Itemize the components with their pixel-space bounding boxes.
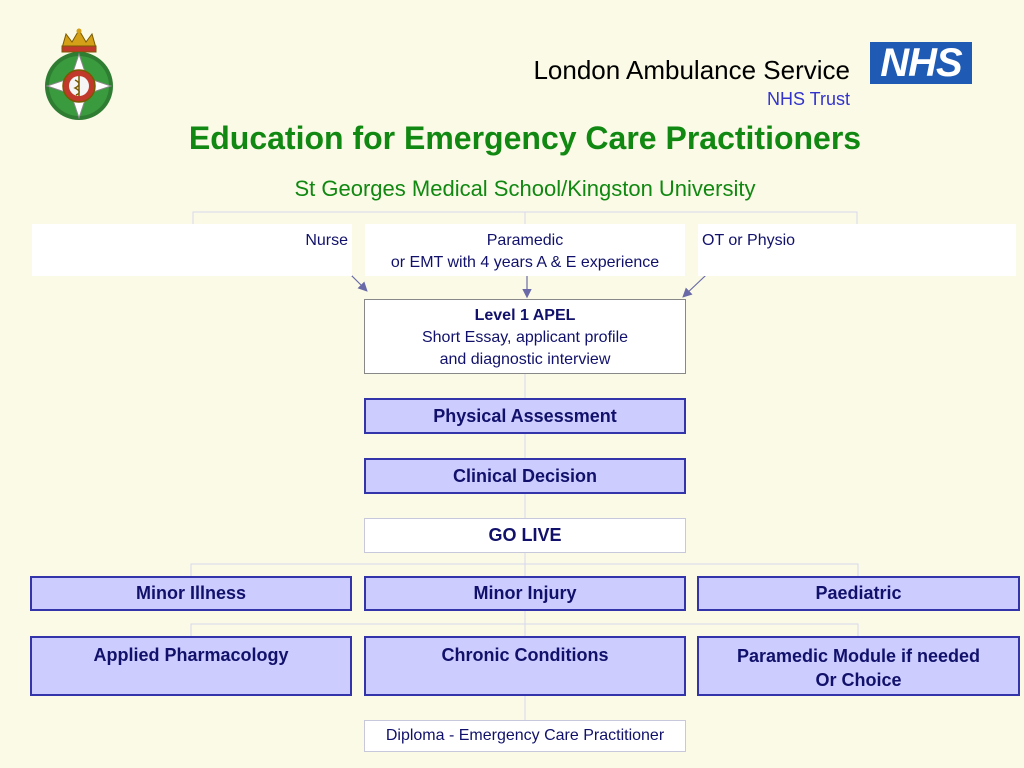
apel-line1: Short Essay, applicant profile [421,329,629,346]
go-live-box [364,518,686,553]
minor-illness-label: Minor Illness [135,583,247,603]
source-ot-physio-label: OT or Physio [702,232,796,249]
physical-assessment-box [364,398,686,434]
source-paramedic-line1: Paramedic [486,232,564,249]
page-subtitle: St Georges Medical School/Kingston University [294,176,756,201]
apel-box [364,299,686,374]
minor-injury-box [364,576,686,611]
clinical-decision-label: Clinical Decision [452,466,598,486]
org-name: London Ambulance Service [533,55,850,85]
applied-pharmacology-label: Applied Pharmacology [93,645,289,665]
source-nurse-label: Nurse [305,232,348,249]
paediatric-label: Paediatric [815,583,902,603]
chronic-conditions-label: Chronic Conditions [441,645,609,665]
diploma-label: Diploma - Emergency Care Practitioner [385,727,665,744]
source-ot-physio [698,224,1016,276]
source-paramedic [365,224,685,276]
page-title: Education for Emergency Care Practitioners [188,120,862,156]
apel-line2: and diagnostic interview [439,351,611,368]
paramedic-module-box [697,636,1020,696]
source-nurse [32,224,352,276]
diploma-box [364,720,686,752]
chronic-conditions-box [364,636,686,696]
clinical-decision-box [364,458,686,494]
go-live-label: GO LIVE [488,525,562,545]
source-paramedic-line2: or EMT with 4 years A & E experience [390,254,660,271]
org-subtitle: NHS Trust [766,89,850,109]
nhs-logo: NHS [870,42,972,84]
minor-injury-label: Minor Injury [473,583,577,603]
paramedic-module-line2: Or Choice [815,670,902,690]
paramedic-module-line1: Paramedic Module if needed [736,646,981,666]
paediatric-box [697,576,1020,611]
applied-pharmacology-box [30,636,352,696]
minor-illness-box [30,576,352,611]
apel-title: Level 1 APEL [474,307,576,324]
physical-assessment-label: Physical Assessment [433,406,617,426]
